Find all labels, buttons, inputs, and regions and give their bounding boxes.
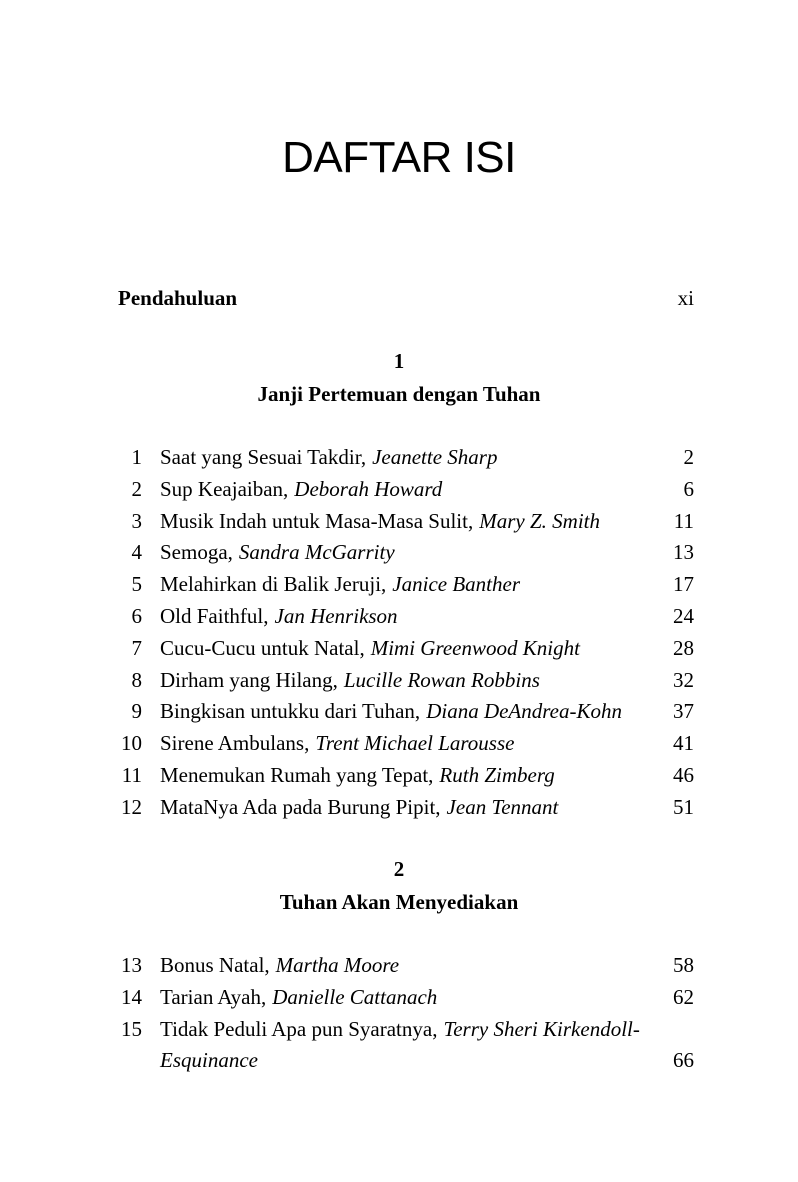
toc-entry[interactable]	[0, 950, 798, 982]
entry-text	[160, 506, 665, 538]
entry-title: Musik Indah untuk Masa-Masa Sulit,	[160, 508, 474, 533]
toc-entry[interactable]	[0, 665, 798, 697]
entry-text	[160, 442, 665, 474]
entry-page: 41	[673, 731, 694, 756]
entry-text	[160, 950, 665, 982]
toc-entry[interactable]	[0, 760, 798, 792]
entry-page: 62	[673, 984, 694, 1009]
entry-number: 11	[121, 762, 142, 787]
entry-title: Bingkisan untukku dari Tuhan,	[160, 699, 421, 724]
toc-entry[interactable]	[0, 982, 798, 1014]
section-1-list	[0, 442, 798, 824]
entry-author: Trent Michael Larousse	[315, 731, 515, 756]
toc-intro-row[interactable]	[118, 284, 694, 312]
entry-text	[160, 792, 665, 824]
entry-page: 6	[683, 476, 694, 501]
entry-number: 8	[131, 667, 142, 692]
toc-entry[interactable]	[0, 633, 798, 665]
entry-title: Menemukan Rumah yang Tepat,	[160, 762, 434, 787]
entry-number: 4	[131, 540, 142, 565]
entry-number: 12	[121, 794, 142, 819]
entry-text	[160, 728, 665, 760]
entry-text	[160, 665, 665, 697]
entry-number: 10	[121, 731, 142, 756]
entry-text	[160, 474, 665, 506]
entry-author: Janice Banther	[392, 572, 520, 597]
toc-entry[interactable]	[0, 442, 798, 474]
entry-author: Mary Z. Smith	[479, 508, 600, 533]
toc-entry[interactable]	[0, 474, 798, 506]
entry-title: Cucu-Cucu untuk Natal,	[160, 635, 365, 660]
entry-text	[160, 696, 665, 728]
entry-page: 58	[673, 953, 694, 977]
entry-title: Semoga,	[160, 540, 233, 565]
entry-page: 46	[673, 762, 694, 787]
section-1-number: 1	[393, 349, 405, 373]
entry-number: 3	[131, 508, 142, 533]
section-2-number: 2	[393, 857, 405, 881]
entry-title: Sirene Ambulans,	[160, 731, 310, 756]
toc-entry[interactable]	[0, 537, 798, 569]
entry-number: 13	[121, 953, 142, 977]
entry-title: Tarian Ayah,	[160, 984, 267, 1009]
entry-page: 32	[673, 667, 694, 692]
toc-entry[interactable]	[0, 792, 798, 824]
entry-page: 13	[673, 540, 694, 565]
entry-number: 9	[131, 699, 142, 724]
toc-intro-page: xi	[677, 286, 694, 310]
section-2-title: Tuhan Akan Menyediakan	[279, 890, 519, 914]
toc-entry[interactable]	[0, 601, 798, 633]
entry-title: Tidak Peduli Apa pun Syaratnya,	[160, 1016, 438, 1041]
entry-author: Ruth Zimberg	[439, 762, 555, 787]
entry-page: 37	[673, 699, 694, 724]
entry-page: 11	[673, 508, 694, 533]
entry-text	[160, 1014, 665, 1078]
entry-title: Melahirkan di Balik Jeruji,	[160, 572, 387, 597]
entry-number: 14	[121, 984, 142, 1009]
entry-page: 24	[673, 603, 694, 628]
entry-author: Terry Sheri Kirkendoll-Esquinance	[160, 1016, 640, 1073]
entry-title: MataNya Ada pada Burung Pipit,	[160, 794, 441, 819]
entry-page: 51	[673, 794, 694, 819]
entry-author: Lucille Rowan Robbins	[343, 667, 540, 692]
entry-number: 1	[131, 445, 142, 469]
page-title: DAFTAR ISI	[282, 133, 516, 182]
entry-title: Old Faithful,	[160, 603, 269, 628]
toc-entry[interactable]	[0, 696, 798, 728]
entry-text	[160, 982, 665, 1014]
toc-entry[interactable]	[0, 569, 798, 601]
section-2-list	[0, 950, 798, 1077]
toc-intro-label: Pendahuluan	[118, 286, 238, 310]
section-1-title: Janji Pertemuan dengan Tuhan	[257, 382, 541, 406]
entry-title: Dirham yang Hilang,	[160, 667, 338, 692]
entry-author: Sandra McGarrity	[238, 540, 395, 565]
entry-page: 2	[683, 445, 694, 469]
entry-number: 7	[131, 635, 142, 660]
entry-author: Diana DeAndrea-Kohn	[426, 699, 622, 724]
entry-page: 66	[673, 1048, 694, 1073]
entry-text	[160, 569, 665, 601]
entry-number: 5	[131, 572, 142, 597]
toc-entry[interactable]	[0, 728, 798, 760]
entry-author: Jan Henrikson	[274, 603, 398, 628]
entry-author: Deborah Howard	[294, 476, 443, 501]
entry-text	[160, 601, 665, 633]
entry-page: 28	[673, 635, 694, 660]
entry-author: Martha Moore	[275, 953, 400, 977]
entry-author: Mimi Greenwood Knight	[370, 635, 580, 660]
toc-entry[interactable]	[0, 506, 798, 538]
entry-text	[160, 633, 665, 665]
entry-number: 2	[131, 476, 142, 501]
entry-text	[160, 760, 665, 792]
entry-title: Sup Keajaiban,	[160, 476, 289, 501]
entry-title: Saat yang Sesuai Takdir,	[160, 445, 367, 469]
toc-entry[interactable]	[0, 1014, 798, 1078]
entry-text	[160, 537, 665, 569]
entry-number: 15	[121, 1016, 142, 1041]
entry-page: 17	[673, 572, 694, 597]
entry-title: Bonus Natal,	[160, 953, 270, 977]
entry-number: 6	[131, 603, 142, 628]
entry-author: Danielle Cattanach	[272, 984, 438, 1009]
entry-author: Jeanette Sharp	[372, 445, 498, 469]
entry-author: Jean Tennant	[446, 794, 559, 819]
